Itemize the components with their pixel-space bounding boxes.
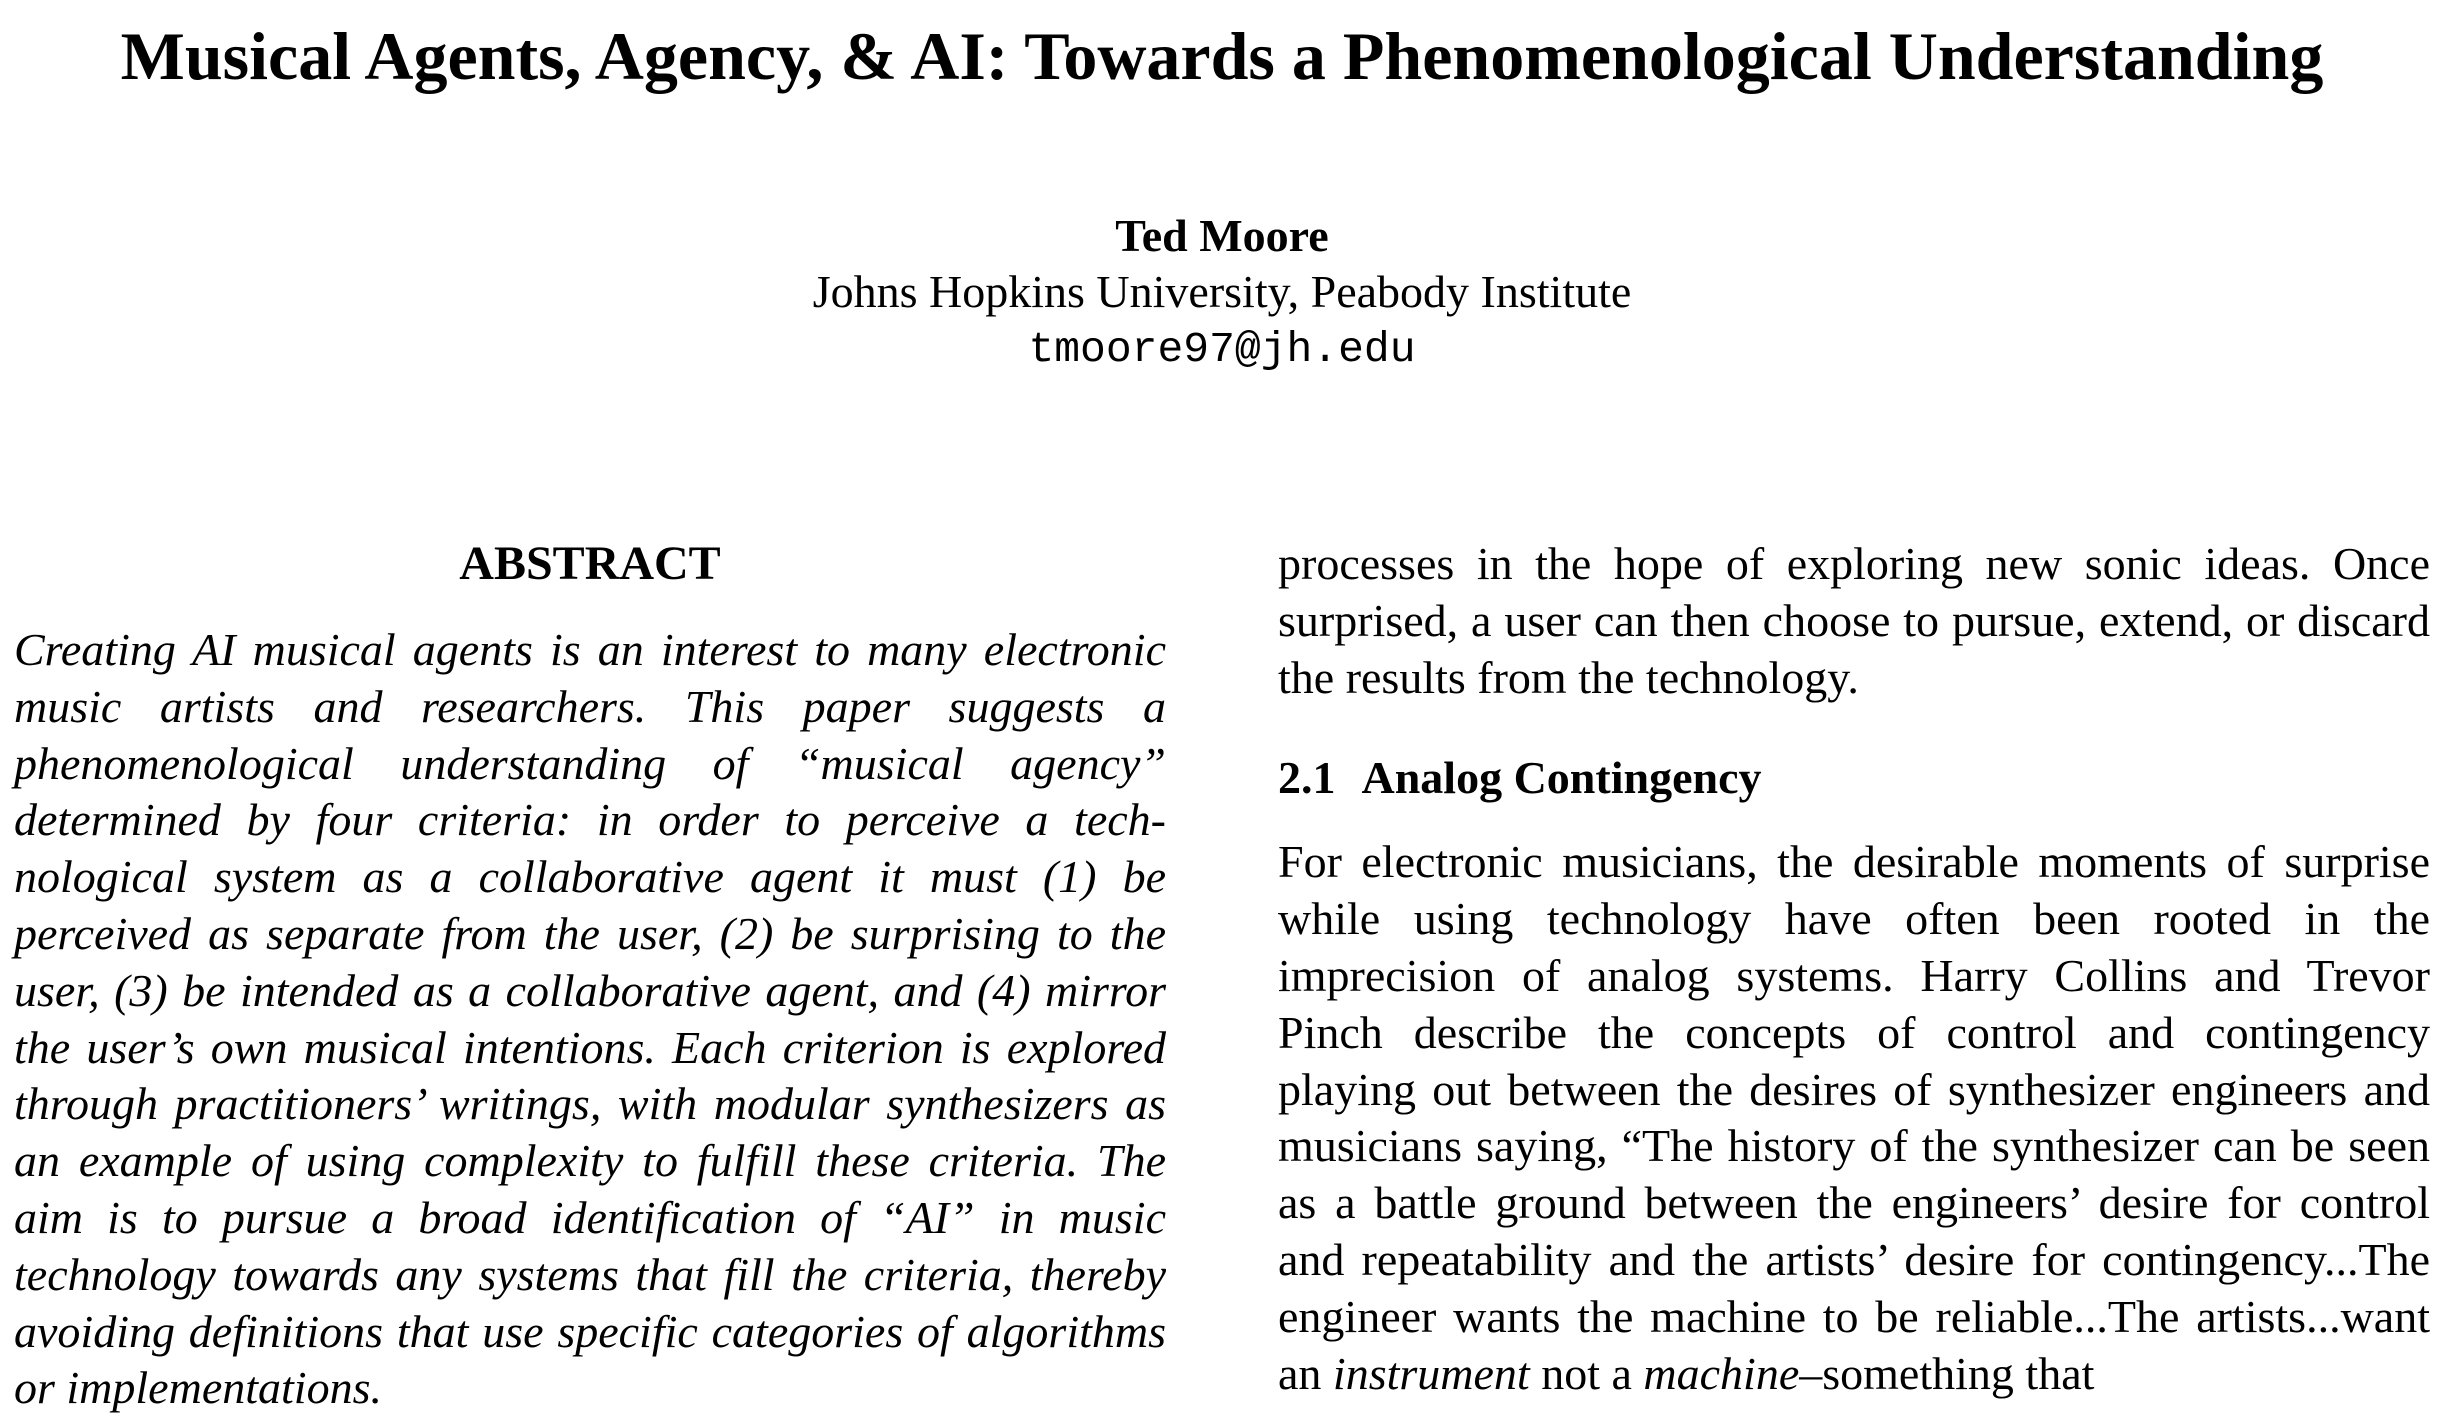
section-heading [1278,746,2430,810]
section-title: Analog Contingency [1361,752,1762,804]
body-italic-machine: machine [1643,1347,1800,1399]
body-italic-instrument: instrument [1332,1347,1530,1399]
body-text-1: For electronic musicians, the desirable moments of surprise while using technology have often been rooted in the imprecision of analog systems. Harry Collins and Trevor Pinch describe the concepts of control and contingency playing out between the desires of synthesizer engineers and musicians saying, “The history of the synthesizer can be seen as a battle ground between the engineers’ desire for control and repeatability and the artists’ desire for contingency...The engineer wants the machine to be reliable...The artists...want an [1278,836,2430,1399]
abstract-text: Creating AI musical agents is an interest to many electronic music artists and researchers. This paper suggests a phenomenological understanding of “musical agency” determined by four criteria: in order to perceive a technological system as a collaborative agent it must (1) be perceived as separate from the user, (2) be surprising to the user, (3) be intended as a collaborative agent, and (4) mirror the user’s own musical intentions. Each criterion is explored through practitioners’ writings, with modular synthesizers as an example of using complexity to fulfill these criteria. The aim is to pursue a broad identification of “AI” in music technology towards any systems that fill the criteria, thereby avoiding definitions that use specific categories of algorithms or implementations. [14,624,1166,1414]
paper-title: Musical Agents, Agency, & AI: Towards a Phenomenological Understanding [120,18,2324,94]
author-name: Ted Moore [1115,210,1329,261]
author-block [0,208,2444,380]
continuation-paragraph: processes in the hope of exploring new sonic ideas. Once surprised, a user can then choose to pursue, extend, or discard the results from the technology. [1278,538,2430,703]
abstract-heading: ABSTRACT [459,537,721,590]
section-number: 2.1 [1278,752,1336,804]
body-paragraph [1278,834,2430,1402]
left-column [14,532,1166,1417]
author-affiliation: Johns Hopkins University, Peabody Institute [812,266,1632,317]
right-column [1278,536,2430,1402]
author-email[interactable]: tmoore97@jh.edu [1028,325,1416,374]
body-text-3: –something that [1799,1347,2095,1399]
body-text-2: not a [1529,1347,1644,1399]
